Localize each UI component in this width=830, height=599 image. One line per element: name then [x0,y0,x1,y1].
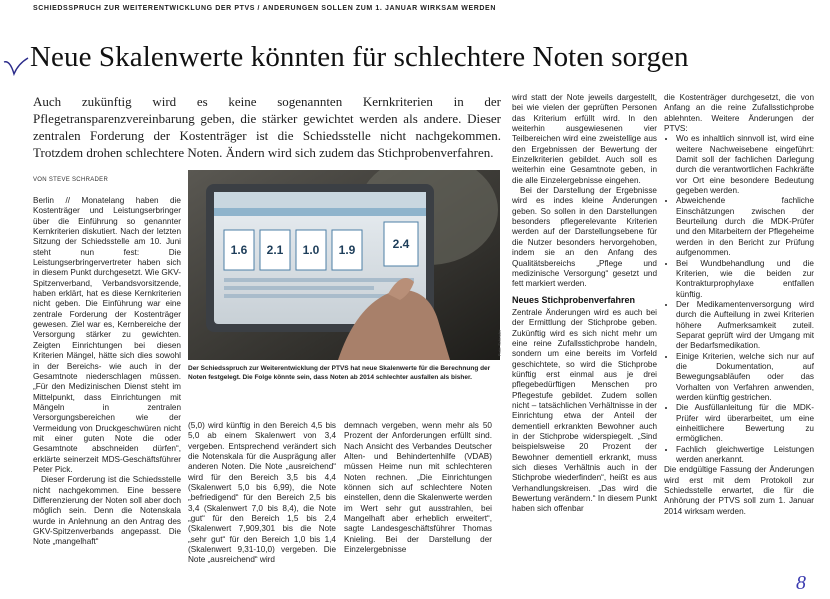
checkmark-annotation-icon [2,56,30,78]
photo-caption: Der Schiedsspruch zur Weiterentwicklung der PTVS hat neue Skalenwerte für die Berechnung der Noten festgelegt. Die Folge könnte sein, dass Noten ab 2014 schlechter ausfallen als bisher. [188,365,491,381]
col1-paragraph-2: Dieser Forderung ist die Schiedsstelle nicht nachgekommen. Eine bessere Differenzierung der Noten soll aber doch möglich sein. Denn die Notenskala wurde in Anlehnung an den Antrag des GKV-Spitzenverbands angepasst. Die Note „mangelhaft“ [33,475,181,547]
photo-tile-4: 1.9 [338,243,356,257]
handwritten-page-number: 8 [796,572,806,594]
col2-paragraph: (5,0) wird künftig in den Bereich 4,5 bis 5,0 ab einem Skalenwert von 3,4 vergeben. Entsprechend verändert sich die Notenskala für die Ausprägung aller anderen Noten. Die Note „ausreichend“ wird für den Bereich 3,5 bis 4,4 (Skalenwert 5,0 bis 6,99), die Note „befriedigend“ für den Bereich 2,5 bis 3,4 (Skalenwert 7,0 bis 8,4), die Note „gut“ für den Bereich 1,5 bis 2,4 (Skalenwert 7,909,301 bis die Note „sehr gut“ für den Bereich 1,0 bis 1,4 (Skalenwert 9,31-10,0) vergeben. Die Note „ausreichend“ wird [188,421,336,565]
column-1 [33,196,181,599]
article-headline: Neue Skalenwerte könnten für schlechtere Noten sorgen [30,41,689,73]
list-item: • Der Medikamentenversorgung wird durch die Aufteilung in zwei Kriterien höhere Aufmerksamkeit zuteil. Separat geprüft wird der Umgang mit der Bedarfsmedikation. [676,300,814,352]
kicker-line: SCHIEDSSPRUCH ZUR WEITERENTWICKLUNG DER PTVS / ÄNDERUNGEN SOLLEN ZUM 1. JANUAR WIRKSAM WERDEN [33,5,496,12]
list-item: • Wo es inhaltlich sinnvoll ist, wird eine weitere Nachweisebene eingeführt: Damit soll der fachlichen Darlegung durch die verantwortlichen Fachkräfte vor Ort eine besondere Bedeutung gegeben werden. [676,134,814,196]
col3-paragraph: demnach vergeben, wenn mehr als 50 Prozent der Anforderungen erfüllt sind. Nach Ansicht des Verbandes Deutscher Alten- und Behindertenhilfe (VDAB) müssen Heime nun mit schlechteren Noten rechnen. „Die Einrichtungen können sich auf schlechtere Noten einstellen, denn die Skalenwerte werden im Wert sehr gut ausstrahlen, bei Mangelhaft aber erheblich erweitert“, sagte Landesgeschäftsführer Thomas Knieling. Bei der Darstellung der Einzelergebnisse [344,421,492,555]
list-item: • Fachlich gleichwertige Leistungen werden anerkannt. [676,445,814,466]
photo-credit: Foto: Schrader [497,329,502,356]
photo-tile-1: 1.6 [230,243,248,257]
column-5 [664,93,814,599]
section-heading-stichprobe: Neues Stichprobenverfahren [512,294,636,305]
column-2 [188,421,336,599]
col4-paragraph-3: Zentrale Änderungen wird es auch bei der Ermittlung der Stichprobe geben. Zukünftig wird es sich nicht mehr um eine reine Zufallsstichprobe handeln, sondern um eine bereits im Vorfeld geschichtete, so wird die Stichprobe künftig erst einmal aus je drei pflegebedürftigen Menschen pro Pflegestufe gebildet. Zudem sollen nicht – tatsächlichen Verhältnisse in der Einrichtung etwa der Anteil der dementiell erkrankten Bewohner auch in der Stichprobe widerspiegelt. „Sind beispielsweise 20 Prozent der Bewohner dementiell erkrankt, muss sich dieses Verhältnis auch in der Stichprobe wiederfinden“, heißt es aus Verhandlungskreisen. „Das wird die Bewertung verändern.“ In diesem Punkt haben sich offenbar [512,307,657,514]
col4-paragraph-1: wird statt der Note jeweils dargestellt, bei wie vielen der geprüften Personen das Kriterium erfüllt wird. In den weiterhin ausgewiesenen vier Teilbereichen wird eine zweistellige aus den Ergebnissen der Bewertung der Einzelkriterien gebildet. Auch soll es weiterhin eine Gesamtnote geben, in die alle Einzelergebnisse eingehen. [512,93,657,185]
col4-paragraph-2: Bei der Darstellung der Ergebnisse wird es indes kleine Änderungen geben. So sollen in den Darstellungen besonders pflegerelevante Kriterien werden auf der Darstellungsebene für die Nutzer besonders hervorgehoben, indem sie an den Anfang des Qualitätsbereichs „Pflege und medizinische Versorgung“ gesetzt und fett markiert werden. [512,186,657,289]
photo-tile-2: 2.1 [266,243,284,257]
column-3 [344,421,492,599]
col1-paragraph-1: Berlin // Monatelang haben die Kostenträger und Leistungserbringer über die Einführung so genannter Kernkriterien diskutiert. Nach der letzten Sitzung der Schiedsstelle am 10. Juni steht nun fest: Die Leistungserbringervertreter haben sich in diesem Punkt durchgesetzt. Wie GKV-Spitzenverband, Verbandsvorsitzende, haben erklärt, hat es diese Kernkriterien nicht geben. Die Einführung war eine zentrale Forderung der Kostenträger gewesen. Ziel war es, Kernbereiche der Versorgung stärker zu gewichten. Zeigten Einrichtungen bei diesen Kriterien Mängel, hätte sich dies sowohl in der Bereichs- wie auch in der Gesamtnote niederschlagen müssen. „Für den Medizinischen Dienst steht im Mittelpunkt, dass Einrichtungen mit Mängeln in zentralen Versorgungsbereichen wie der Vermeidung von Druckgeschwüren nicht mit einer guten Note die oder Gesamtnote abschneiden dürfen“, erklärte seinerzeit MDS-Geschäftsführer Peter Pick. [33,196,181,474]
lead-paragraph: Auch zukünftig wird es keine sogenannten Kernkriterien in der Pflegetransparenzvereinbarung geben, die stärker gewichtet werden als andere. Dieser zentralen Forderung der Kostenträger ist die Schiedsstelle nicht nachgekommen. Trotzdem drohen schlechtere Noten. Ändern wird sich zudem das Stichprobenverfahren. [33,94,501,160]
list-item: • Einige Kriterien, welche sich nur auf die Dokumentation, auf Bewegungsabläufen oder das Vorhalten von Verfahren anwenden, werden künftig gestrichen. [676,352,814,404]
author-byline: VON STEVE SCHRADER [33,177,109,183]
list-item: • Bei Wundbehandlung und die Kriterien, wie die beiden zur Kontrakturprophylaxe entfallen künftig. [676,259,814,300]
col5-intro: die Kostenträger durchgesetzt, die von Anfang an die reine Zufallsstichprobe ablehnten. Weitere Änderungen der PTVS: [664,93,814,134]
list-item: • Die Ausfüllanleitung für die MDK-Prüfer wird überarbeitet, um eine einheitlichere Bewertung zu ermöglichen. [676,403,814,444]
col5-outro: Die endgültige Fassung der Änderungen wird erst mit dem Protokoll zur Schiedsstelle erwartet, die für die Anhörung der PTVS soll zum 1. Januar 2014 wirksam werden. [664,465,814,516]
tablet-photo-illustration [188,170,500,360]
article-photo [188,170,500,360]
photo-tile-3: 1.0 [302,243,320,257]
changes-list [664,134,814,465]
column-4 [512,93,657,599]
photo-tile-5: 2.4 [392,237,410,251]
list-item: • Abweichende fachliche Einschätzungen zwischen der Beurteilung durch die MDK-Prüfer und den Mitarbeitern der Pflegeheime werden in den Bericht zur Prüfung aufgenommen. [676,196,814,258]
